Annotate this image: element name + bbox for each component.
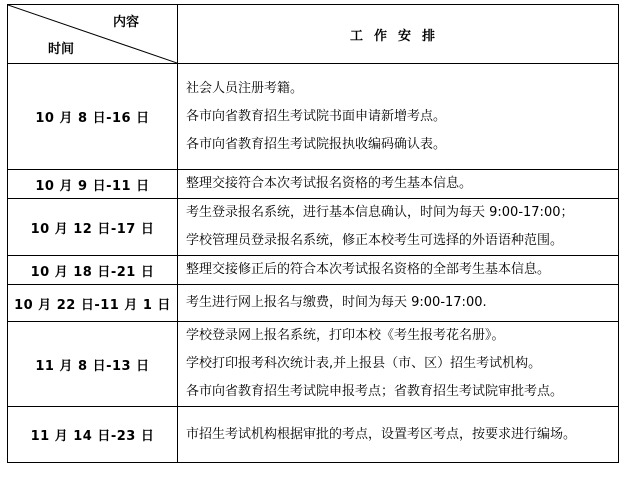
work-cell [178,322,619,407]
header-content-label: 内容 [112,15,139,30]
work-line: 学校管理员登录报名系统，修正本校考生可选择的外语语种范围。 [186,233,564,248]
header-time-label: 时间 [48,42,75,57]
schedule-table [7,4,619,463]
time-cell: 10 月 8 日-16 日 [8,64,178,170]
table-header-row [8,5,619,64]
diagonal-divider [8,5,177,63]
time-cell: 11 月 8 日-13 日 [8,322,178,407]
work-line: 整理交接符合本次考试报名资格的考生基本信息。 [186,176,473,191]
work-cell [178,407,619,463]
time-cell: 10 月 12 日-17 日 [8,199,178,256]
work-line: 考生进行网上报名与缴费，时间为每天 9:00-17:00. [186,295,487,310]
time-cell: 11 月 14 日-23 日 [8,407,178,463]
work-cell [178,64,619,170]
diagonal-header-cell [8,5,178,64]
work-line: 市招生考试机构根据审批的考点，设置考区考点，按要求进行编场。 [186,426,577,442]
table-row [8,170,619,199]
table-row [8,407,619,463]
table-row [8,322,619,407]
time-cell: 10 月 22 日-11 月 1 日 [8,285,178,322]
work-line: 各市向省教育招生考试院申报考点；省教育招生考试院审批考点。 [186,384,564,399]
work-line: 社会人员注册考籍。 [186,80,304,96]
work-line: 学校打印报考科次统计表,并上报县（市、区）招生考试机构。 [186,356,542,371]
work-cell [178,199,619,256]
work-cell [178,256,619,285]
table-row [8,256,619,285]
table-row [8,199,619,256]
table-row [8,285,619,322]
work-line: 考生登录报名系统，进行基本信息确认，时间为每天 9:00-17:00； [186,205,574,220]
work-line: 整理交接修正后的符合本次考试报名资格的全部考生基本信息。 [186,262,551,277]
work-line: 各市向省教育招生考试院书面申请新增考点。 [186,108,447,124]
time-cell: 10 月 18 日-21 日 [8,256,178,285]
header-work-label: 工作安排 [178,5,619,64]
work-line: 学校登录网上报名系统，打印本校《考生报考花名册》。 [186,328,505,343]
work-line: 各市向省教育招生考试院报执收编码确认表。 [186,136,447,152]
time-cell: 10 月 9 日-11 日 [8,170,178,199]
table-row [8,64,619,170]
work-cell [178,285,619,322]
work-cell [178,170,619,199]
